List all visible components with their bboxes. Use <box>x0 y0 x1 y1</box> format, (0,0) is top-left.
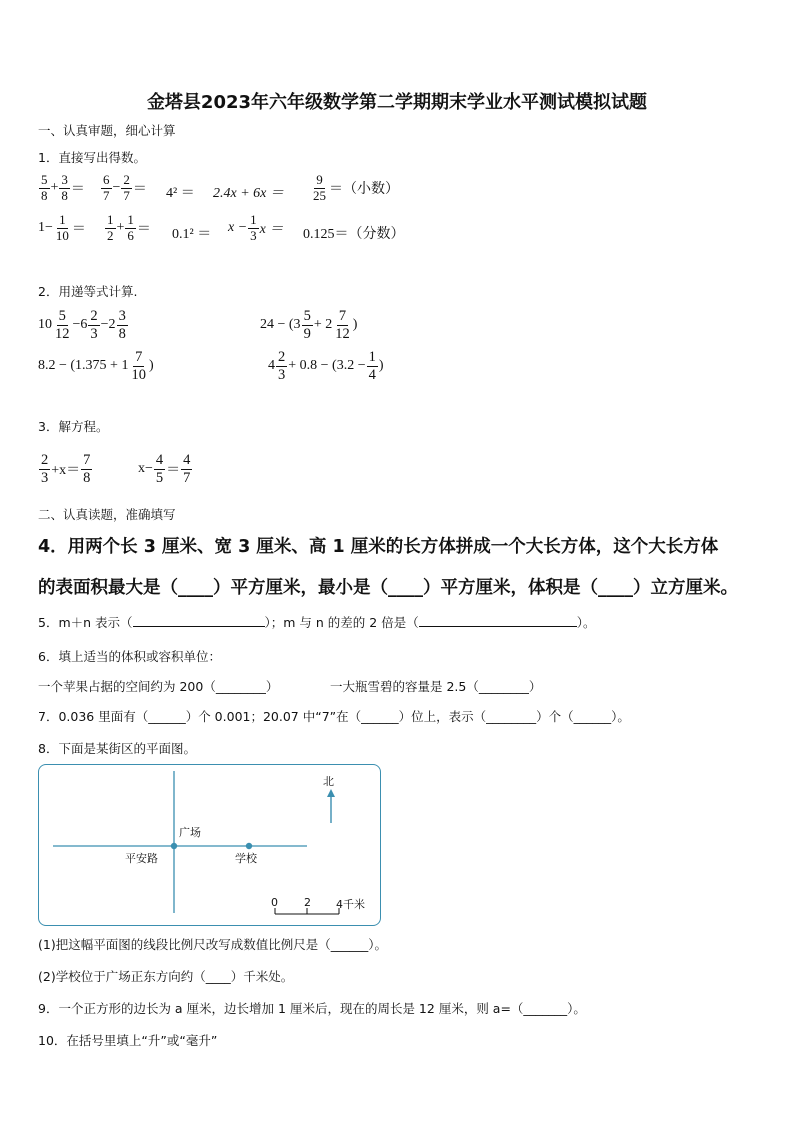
prefix: 8.2 − (1.375 + 1 <box>38 358 129 374</box>
q2-expr-3 <box>38 349 154 383</box>
numerator: 4 <box>183 452 191 468</box>
north-label: 北 <box>323 775 334 788</box>
q1-expr-9 <box>228 213 283 244</box>
numerator: 2 <box>41 452 49 468</box>
denominator: 5 <box>155 469 164 486</box>
denominator: 4 <box>368 366 376 383</box>
denominator: 2 <box>107 227 114 243</box>
q1-expr-6 <box>38 213 86 244</box>
equals: ＝ <box>136 222 151 238</box>
denominator: 12 <box>55 325 70 342</box>
question-5 <box>38 613 595 631</box>
question-3-label: 3．解方程。 <box>38 419 109 434</box>
tail: ＝（小数） <box>329 182 399 198</box>
denominator: 3 <box>250 227 257 243</box>
numerator: 6 <box>103 172 110 187</box>
denominator: 8 <box>83 469 91 486</box>
question-4-line-1: 4．用两个长 3 厘米、宽 3 厘米、高 1 厘米的长方体拼成一个大长方体，这个大长方体 <box>38 537 719 557</box>
suffix: ) <box>148 358 154 374</box>
numerator: 7 <box>135 349 143 365</box>
denominator: 7 <box>183 469 191 486</box>
street-map <box>38 764 381 926</box>
prefix: 1− <box>38 220 53 236</box>
numerator: 2 <box>123 172 130 187</box>
q5-answer-blank-1[interactable] <box>133 614 265 627</box>
school-point <box>246 843 252 849</box>
q1-expr-4: 2.4x + 6x ＝ <box>213 186 284 201</box>
question-7: 7．0.036 里面有（______）个 0.001；20.07 中“7”在（______）位上，表示（________）个（______）。 <box>38 709 630 724</box>
q1-expr-8: 0.1² ＝ <box>172 227 212 242</box>
numerator: 2 <box>278 349 286 365</box>
q5-suffix: ）。 <box>576 615 596 630</box>
q1-expr-5 <box>310 173 399 204</box>
question-6-part-b: 一大瓶雪碧的容量是 2.5（________） <box>330 679 542 694</box>
numerator: 4 <box>155 452 164 468</box>
denominator: 7 <box>103 187 110 203</box>
numerator: 2 <box>90 308 98 324</box>
prefix: 24 − (3 <box>260 317 301 333</box>
denominator: 3 <box>278 366 286 383</box>
denominator: 10 <box>131 366 146 383</box>
road-label: 平安路 <box>125 852 158 865</box>
question-1-label: 1．直接写出得数。 <box>38 150 146 165</box>
denominator: 8 <box>118 325 126 342</box>
numerator: 5 <box>41 172 48 187</box>
question-2-label: 2．用递等式计算. <box>38 284 138 299</box>
denominator: 8 <box>61 187 68 203</box>
suffix: ) <box>352 317 358 333</box>
denominator: 9 <box>303 325 311 342</box>
question-9: 9．一个正方形的边长为 a 厘米，边长增加 1 厘米后，现在的周长是 12 厘米，则 a=（_______）。 <box>38 1001 586 1016</box>
question-10: 10．在括号里填上“升”或“毫升” <box>38 1033 218 1048</box>
middle: + 0.8 − (3.2 − <box>288 358 366 374</box>
numerator: 5 <box>58 308 66 324</box>
numerator: 1 <box>59 212 66 227</box>
q1-expr-2 <box>100 173 147 204</box>
operator: + 2 <box>313 317 333 333</box>
equals: ＝ <box>70 182 85 198</box>
operator: −2 <box>100 317 116 333</box>
operator: + <box>116 220 125 236</box>
q1-expr-1 <box>38 173 85 204</box>
question-4-line-2: 的表面积最大是（____）平方厘米，最小是（____）平方厘米，体积是（____）立方厘米。 <box>38 578 738 598</box>
square-label: 广场 <box>179 826 201 839</box>
question-6-label: 6．填上适当的体积或容积单位： <box>38 649 221 664</box>
denominator: 6 <box>127 227 134 243</box>
question-8-sub-1: (1)把这幅平面图的线段比例尺改写成数值比例尺是（______）。 <box>38 937 387 952</box>
page-title: 金塔县2023年六年级数学第二学期期末学业水平测试模拟试题 <box>146 92 648 113</box>
denominator: 3 <box>41 469 49 486</box>
q5-answer-blank-2[interactable] <box>419 614 577 627</box>
section-2-heading: 二、认真读题，准确填写 <box>38 507 176 522</box>
numerator: 1 <box>250 212 257 227</box>
whole: 10 <box>38 317 52 333</box>
q2-expr-1 <box>38 308 129 342</box>
q1-expr-7 <box>104 213 151 244</box>
numerator: 1 <box>368 349 376 365</box>
question-8-sub-2: (2)学校位于广场正东方向约（____）千米处。 <box>38 969 294 984</box>
north-arrowhead-icon <box>327 789 335 797</box>
q3-equation-2 <box>138 452 193 486</box>
middle: +x＝ <box>51 463 81 479</box>
q1-expr-10: 0.125＝（分数） <box>303 227 405 242</box>
numerator: 1 <box>107 212 114 227</box>
operator: − <box>112 180 121 196</box>
question-8-label: 8．下面是某街区的平面图。 <box>38 741 196 756</box>
q2-expr-2 <box>260 308 357 342</box>
denominator: 12 <box>335 325 350 342</box>
numerator: 9 <box>316 172 323 187</box>
square-point <box>171 843 177 849</box>
equals: ＝ <box>132 182 147 198</box>
scale-label-4km: 4千米 <box>336 898 365 911</box>
whole: 4 <box>268 358 275 374</box>
suffix: ) <box>378 358 384 374</box>
prefix: x− <box>138 461 153 477</box>
scale-label-0: 0 <box>271 896 278 909</box>
map-drawing <box>39 765 380 925</box>
suffix: x ＝ <box>259 222 284 238</box>
prefix: x − <box>228 220 248 236</box>
q5-prefix: 5．m＋n 表示（ <box>38 615 133 630</box>
middle: ＝ <box>166 463 181 479</box>
operator: −6 <box>72 317 88 333</box>
denominator: 7 <box>123 187 130 203</box>
section-1-heading: 一、认真审题，细心计算 <box>38 123 176 138</box>
q2-expr-4 <box>268 349 384 383</box>
numerator: 7 <box>338 308 347 324</box>
numerator: 3 <box>118 308 126 324</box>
denominator: 3 <box>90 325 98 342</box>
denominator: 8 <box>41 187 48 203</box>
operator: + <box>50 180 59 196</box>
numerator: 5 <box>303 308 311 324</box>
q1-expr-3: 4² ＝ <box>166 186 195 201</box>
numerator: 3 <box>61 172 68 187</box>
numerator: 1 <box>127 212 134 227</box>
equals: ＝ <box>71 222 86 238</box>
question-6-part-a: 一个苹果占据的空间约为 200（________） <box>38 679 279 694</box>
denominator: 25 <box>313 187 326 203</box>
school-label: 学校 <box>235 852 257 865</box>
q5-middle: ）；m 与 n 的差的 2 倍是（ <box>264 615 419 630</box>
numerator: 7 <box>83 452 91 468</box>
q3-equation-1 <box>38 452 93 486</box>
denominator: 10 <box>55 227 69 243</box>
scale-label-2: 2 <box>304 896 311 909</box>
